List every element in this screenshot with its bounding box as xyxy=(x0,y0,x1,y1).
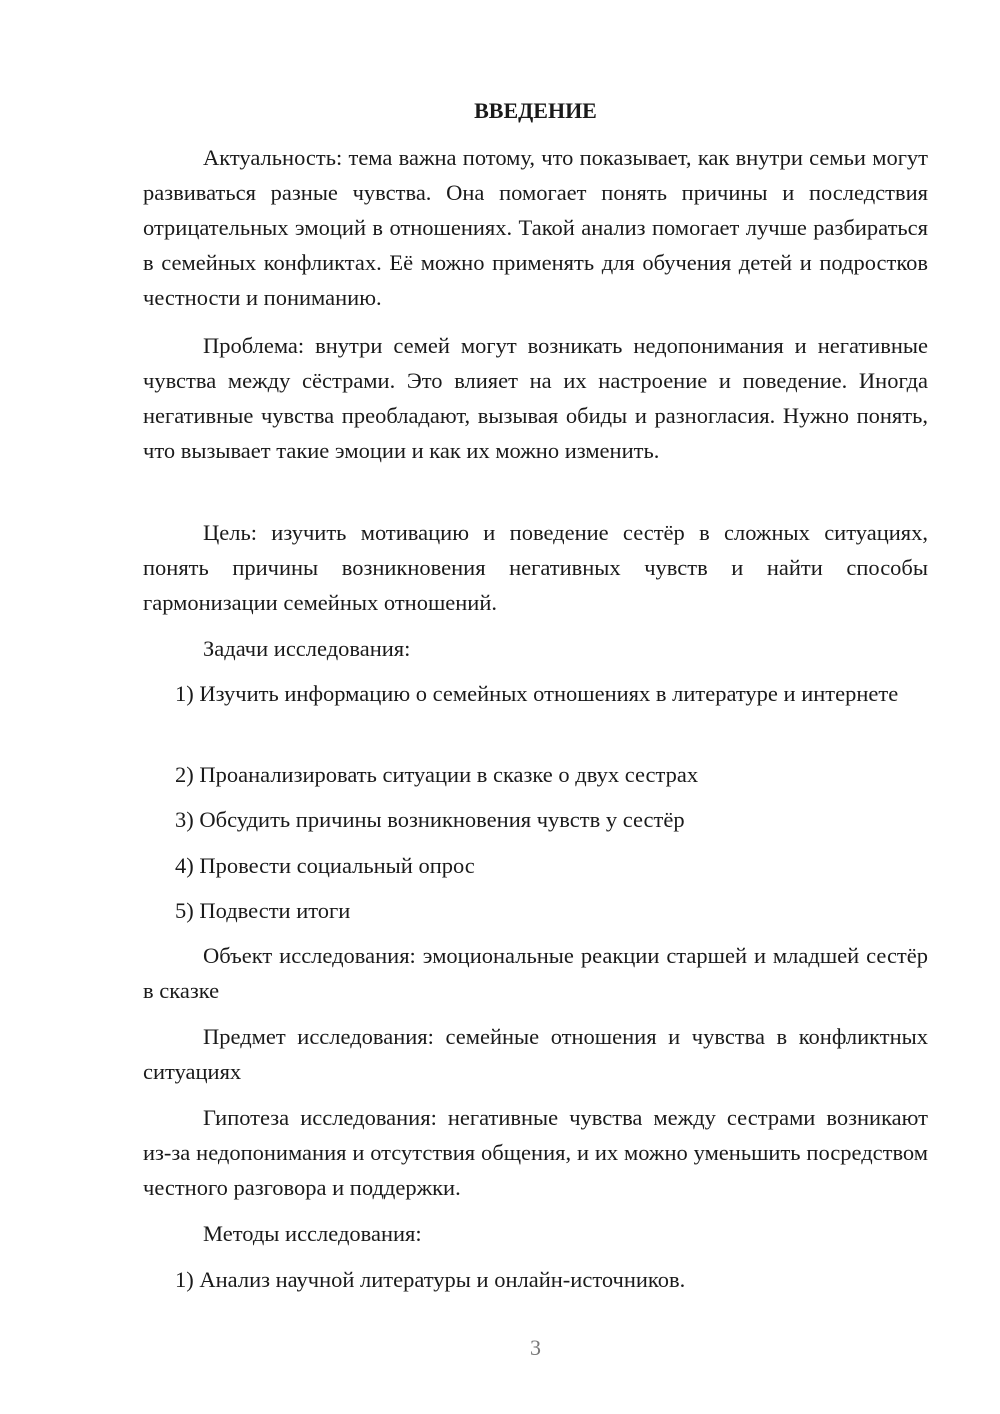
page-title: ВВЕДЕНИЕ xyxy=(474,98,597,123)
task-item-5: 5) Подвести итоги xyxy=(175,898,351,923)
hypothesis-paragraph: Гипотеза исследования: негативные чувства между сестрами возникают из-за недопонимания и отсутствия общения, и их можно уменьшить посредством честного разговора и поддержки. xyxy=(143,1105,928,1200)
problem-paragraph: Проблема: внутри семей могут возникать недопонимания и негативные чувства между сёстрами. Это влияет на их настроение и поведение. Иногда негативные чувства преобладают, вызывая обиды и разногласия. Нужно понять, что вызывает такие эмоции и как их можно изменить. xyxy=(143,333,928,463)
task-item-4: 4) Провести социальный опрос xyxy=(175,853,475,878)
methods-title: Методы исследования: xyxy=(203,1221,422,1246)
task-item-2: 2) Проанализировать ситуации в сказке о двух сестрах xyxy=(175,762,699,787)
subject-paragraph: Предмет исследования: семейные отношения и чувства в конфликтных ситуациях xyxy=(143,1024,928,1084)
relevance-paragraph: Актуальность: тема важна потому, что показывает, как внутри семьи могут развиваться разные чувства. Она помогает понять причины и последствия отрицательных эмоций в отношениях. Такой анализ помогает лучше разбираться в семейных конфликтах. Её можно применять для обучения детей и подростков честности и пониманию. xyxy=(143,145,928,310)
method-item-1: 1) Анализ научной литературы и онлайн-источников. xyxy=(175,1267,686,1292)
goal-paragraph: Цель: изучить мотивацию и поведение сестёр в сложных ситуациях, понять причины возникновения негативных чувств и найти способы гармонизации семейных отношений. xyxy=(143,520,928,615)
document-page xyxy=(143,0,928,1414)
task-item-3: 3) Обсудить причины возникновения чувств у сестёр xyxy=(175,807,685,832)
object-paragraph: Объект исследования: эмоциональные реакции старшей и младшей сестёр в сказке xyxy=(143,943,928,1003)
task-item-1: 1) Изучить информацию о семейных отношениях в литературе и интернете xyxy=(175,681,899,706)
tasks-title: Задачи исследования: xyxy=(203,636,411,661)
page-number: 3 xyxy=(530,1335,541,1360)
